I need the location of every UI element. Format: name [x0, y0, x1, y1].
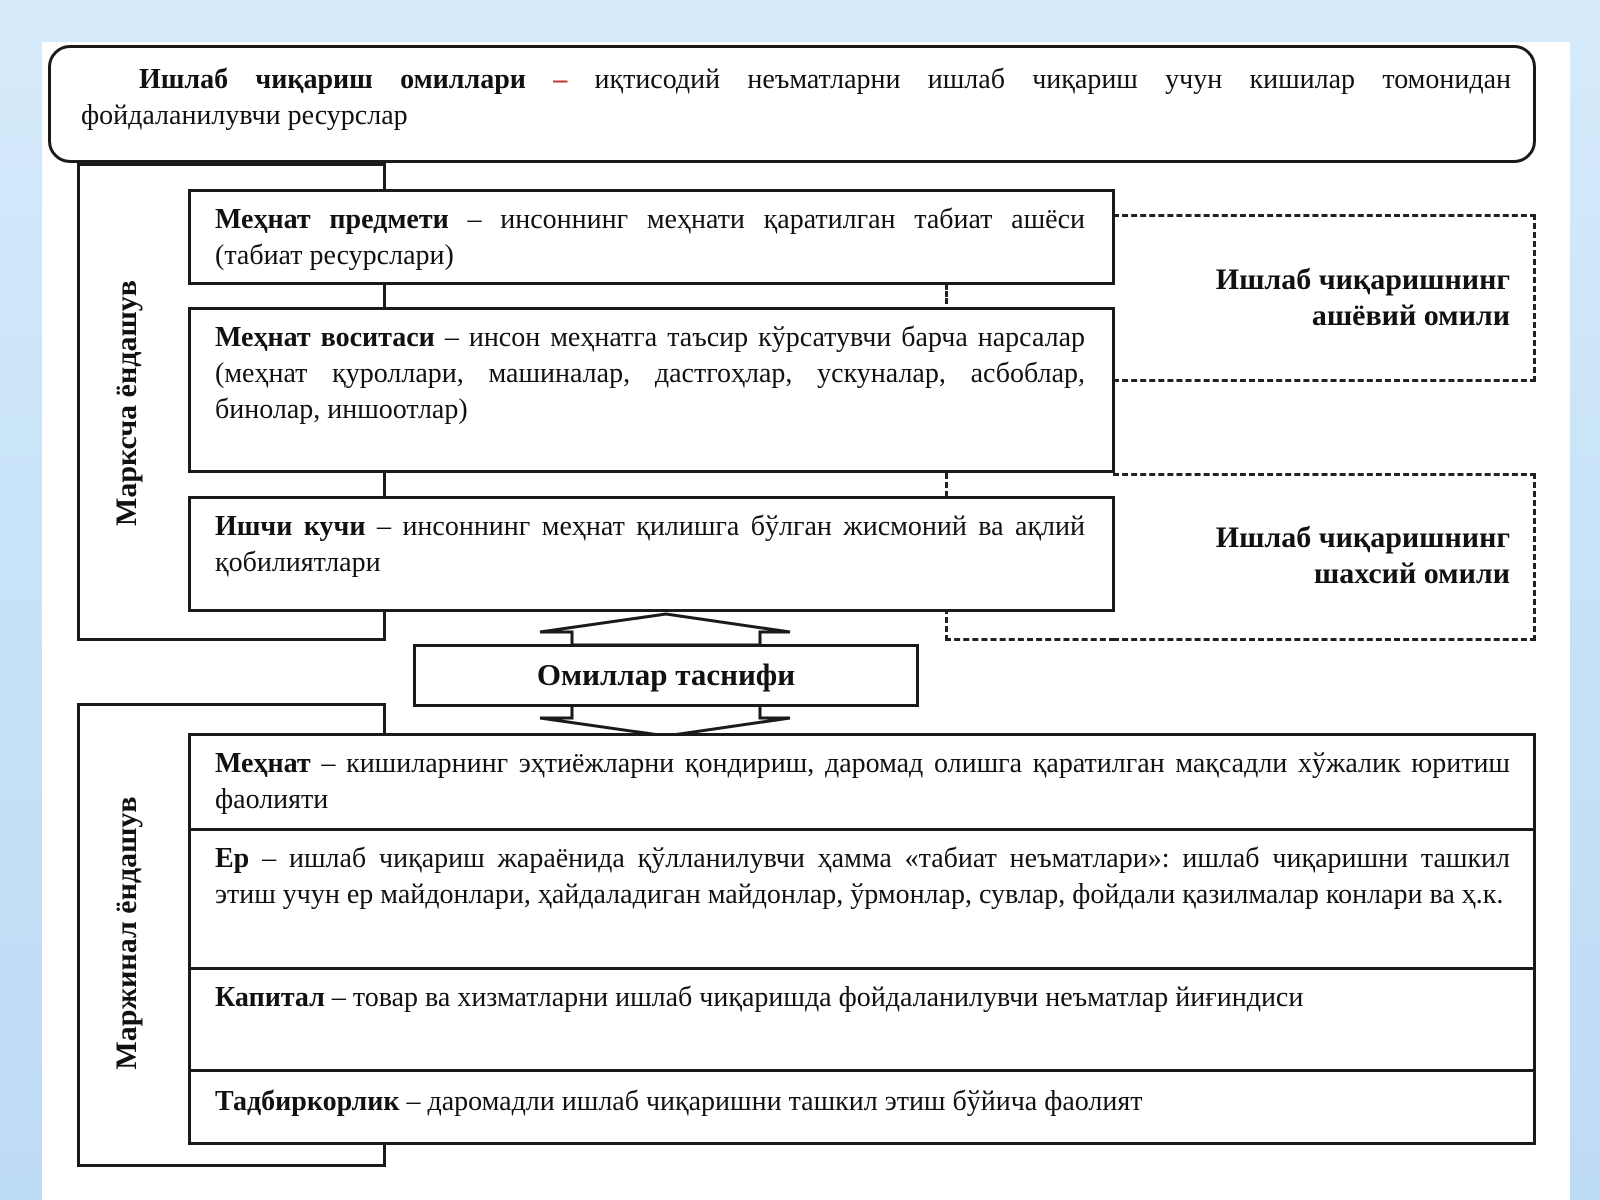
marx-item-labor-power-body: – инсоннинг меҳнат қилишга бўлган жисмоний ва ақлий қобилиятлари — [215, 511, 1086, 578]
group-material-line2: ашёвий омили — [1311, 299, 1510, 332]
marx-item-subject-body: – инсоннинг меҳнати қаратилган табиат ашёси (табиат ресурслари) — [215, 204, 1086, 271]
group-material-label — [1120, 262, 1510, 334]
group-material-connector — [945, 284, 948, 304]
center-label: Омиллар таснифи — [536, 657, 796, 692]
marginal-item-capital-text — [215, 980, 1510, 1016]
marginal-item-labor-body: – кишиларнинг эҳтиёжларни қондириш, даромад олишга қаратилган мақсадли хўжалик юритиш фаолияти — [215, 748, 1510, 815]
center-box — [413, 644, 919, 707]
marginal-item-labor-term: Меҳнат — [215, 748, 311, 779]
marginal-item-capital-body: – товар ва хизматларни ишлаб чиқаришда фойдаланилувчи неъматлар йиғиндиси — [331, 982, 1304, 1013]
marginal-item-entrepreneurship — [188, 1069, 1536, 1145]
marginal-item-entrepreneurship-body: – даромадли ишлаб чиқаришни ташкил этиш бўйича фаолият — [406, 1086, 1143, 1117]
definition-box — [48, 45, 1536, 163]
marginal-item-entrepreneurship-term: Тадбиркорлик — [215, 1086, 400, 1117]
marx-item-labor-power — [188, 496, 1115, 612]
marx-item-subject-text — [215, 202, 1085, 274]
marx-label: Марксча ёндашув — [110, 280, 143, 526]
marx-item-labor-power-term: Ишчи кучи — [215, 511, 366, 542]
marx-item-means-text — [215, 320, 1085, 428]
group-personal-label — [1120, 520, 1510, 592]
marginal-item-land-body: – ишлаб чиқариш жараёнида қўлланилувчи ҳамма «табиат неъматлари»: ишлаб чиқаришни ташкил этиш учун ер майдонлари, ҳайдаладиган майдонлар, ўрмонлар, сувлар, фойдали қазилмалар конлари ва ҳ.к. — [215, 843, 1511, 910]
marginal-item-capital-term: Капитал — [215, 982, 325, 1013]
marginal-item-labor — [188, 733, 1536, 831]
marginal-item-entrepreneurship-text — [215, 1084, 1510, 1120]
definition-term: Ишлаб чиқариш омиллари — [139, 64, 526, 95]
definition-text — [81, 62, 1511, 134]
marx-item-subject-term: Меҳнат предмети — [215, 204, 449, 235]
group-personal-line2: шахсий омили — [1313, 557, 1510, 590]
marginal-item-land-text — [215, 841, 1510, 913]
marx-item-means — [188, 307, 1115, 473]
marginal-item-labor-text — [215, 746, 1510, 818]
definition-dash: – — [553, 64, 568, 95]
marx-item-means-term: Меҳнат воситаси — [215, 322, 435, 353]
definition-body: иқтисодий неъматларни ишлаб чиқариш учун кишилар томонидан фойдаланилувчи ресурслар — [81, 64, 1512, 131]
marginal-label: Маржинал ёндашув — [110, 796, 143, 1070]
marx-item-means-body: – инсон меҳнатга таъсир кўрсатувчи барча нарсалар (меҳнат қуроллари, машиналар, дастгоҳлар, ускуналар, асбоблар, бинолар, иншоотлар) — [215, 322, 1086, 425]
marginal-item-land — [188, 828, 1536, 970]
marginal-item-land-term: Ер — [215, 843, 250, 874]
marx-item-labor-power-text — [215, 509, 1085, 581]
group-material-line1: Ишлаб чиқаришнинг — [1215, 263, 1510, 296]
marginal-item-capital — [188, 967, 1536, 1072]
group-personal-line1: Ишлаб чиқаришнинг — [1215, 521, 1510, 554]
marx-item-subject — [188, 189, 1115, 285]
